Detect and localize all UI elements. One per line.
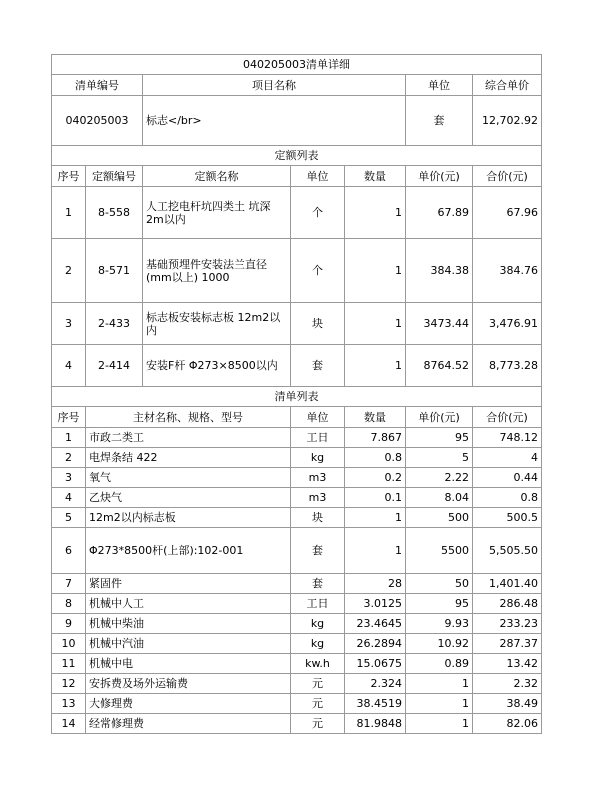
material-qty: 15.0675 — [345, 654, 406, 674]
material-unit: m3 — [291, 468, 345, 488]
material-row — [52, 714, 542, 734]
quota-header-code: 定额编号 — [86, 166, 143, 187]
material-qty: 0.8 — [345, 448, 406, 468]
quota-unit: 套 — [291, 345, 345, 387]
material-price: 9.93 — [406, 614, 473, 634]
material-header-price: 单价(元) — [406, 407, 473, 428]
material-name: 12m2以内标志板 — [86, 508, 291, 528]
material-total: 13.42 — [473, 654, 542, 674]
quota-total: 67.96 — [473, 187, 542, 239]
quota-name: 标志板安装标志板 12m2以内 — [143, 303, 291, 345]
quota-no: 3 — [52, 303, 86, 345]
item-code: 040205003 — [52, 96, 143, 146]
material-no: 9 — [52, 614, 86, 634]
material-qty: 23.4645 — [345, 614, 406, 634]
quota-code: 2-433 — [86, 303, 143, 345]
quota-section-title: 定额列表 — [52, 146, 542, 166]
material-row — [52, 508, 542, 528]
material-price: 95 — [406, 428, 473, 448]
material-header-total: 合价(元) — [473, 407, 542, 428]
material-no: 5 — [52, 508, 86, 528]
material-total: 748.12 — [473, 428, 542, 448]
quota-total: 384.76 — [473, 239, 542, 303]
material-header-unit: 单位 — [291, 407, 345, 428]
quota-header-no: 序号 — [52, 166, 86, 187]
detail-table — [51, 54, 542, 734]
material-price: 1 — [406, 694, 473, 714]
material-price: 5 — [406, 448, 473, 468]
material-name: 安拆费及场外运输费 — [86, 674, 291, 694]
material-no: 8 — [52, 594, 86, 614]
quota-qty: 1 — [345, 345, 406, 387]
quota-qty: 1 — [345, 239, 406, 303]
material-qty: 28 — [345, 574, 406, 594]
material-unit: kg — [291, 614, 345, 634]
item-header-unit: 单位 — [406, 75, 473, 96]
material-no: 4 — [52, 488, 86, 508]
quota-total: 8,773.28 — [473, 345, 542, 387]
quota-unit: 块 — [291, 303, 345, 345]
quota-price: 8764.52 — [406, 345, 473, 387]
material-total: 1,401.40 — [473, 574, 542, 594]
material-total: 500.5 — [473, 508, 542, 528]
quota-name: 安装F杆 Φ273×8500以内 — [143, 345, 291, 387]
material-no: 7 — [52, 574, 86, 594]
quota-price: 384.38 — [406, 239, 473, 303]
item-name: 标志</br> — [143, 96, 406, 146]
material-name: 机械中人工 — [86, 594, 291, 614]
quota-total: 3,476.91 — [473, 303, 542, 345]
material-unit: kw.h — [291, 654, 345, 674]
quota-no: 4 — [52, 345, 86, 387]
material-row — [52, 574, 542, 594]
quota-name: 人工挖电杆坑四类土 坑深2m以内 — [143, 187, 291, 239]
material-unit: 块 — [291, 508, 345, 528]
material-total: 0.44 — [473, 468, 542, 488]
material-row — [52, 614, 542, 634]
material-total: 287.37 — [473, 634, 542, 654]
quota-row — [52, 345, 542, 387]
material-qty: 81.9848 — [345, 714, 406, 734]
quota-code: 8-571 — [86, 239, 143, 303]
material-qty: 7.867 — [345, 428, 406, 448]
material-total: 286.48 — [473, 594, 542, 614]
material-total: 5,505.50 — [473, 528, 542, 574]
material-no: 2 — [52, 448, 86, 468]
quota-name: 基础预埋件安装法兰直径(mm以上) 1000 — [143, 239, 291, 303]
material-header-qty: 数量 — [345, 407, 406, 428]
quota-no: 1 — [52, 187, 86, 239]
table-title: 040205003清单详细 — [52, 55, 542, 75]
material-row — [52, 594, 542, 614]
quota-code: 8-558 — [86, 187, 143, 239]
material-unit: 工日 — [291, 594, 345, 614]
material-total: 2.32 — [473, 674, 542, 694]
material-price: 1 — [406, 674, 473, 694]
material-name: 乙炔气 — [86, 488, 291, 508]
material-header-name: 主材名称、规格、型号 — [86, 407, 291, 428]
material-row — [52, 654, 542, 674]
material-row — [52, 468, 542, 488]
quota-unit: 个 — [291, 239, 345, 303]
quota-row — [52, 187, 542, 239]
material-total: 38.49 — [473, 694, 542, 714]
material-name: 机械中电 — [86, 654, 291, 674]
material-total: 4 — [473, 448, 542, 468]
quota-header-name: 定额名称 — [143, 166, 291, 187]
material-qty: 3.0125 — [345, 594, 406, 614]
material-unit: 套 — [291, 528, 345, 574]
material-unit: kg — [291, 634, 345, 654]
item-unit: 套 — [406, 96, 473, 146]
material-unit: 套 — [291, 574, 345, 594]
quota-price: 3473.44 — [406, 303, 473, 345]
material-row — [52, 528, 542, 574]
material-price: 2.22 — [406, 468, 473, 488]
quota-qty: 1 — [345, 187, 406, 239]
material-name: 经常修理费 — [86, 714, 291, 734]
material-no: 6 — [52, 528, 86, 574]
material-name: Φ273*8500杆(上部):102-001 — [86, 528, 291, 574]
material-name: 电焊条结 422 — [86, 448, 291, 468]
material-total: 82.06 — [473, 714, 542, 734]
material-no: 3 — [52, 468, 86, 488]
material-price: 1 — [406, 714, 473, 734]
quota-no: 2 — [52, 239, 86, 303]
quota-header-unit: 单位 — [291, 166, 345, 187]
material-qty: 0.2 — [345, 468, 406, 488]
material-row — [52, 674, 542, 694]
material-price: 10.92 — [406, 634, 473, 654]
material-unit: 元 — [291, 694, 345, 714]
material-qty: 1 — [345, 508, 406, 528]
quota-header-total: 合价(元) — [473, 166, 542, 187]
item-price: 12,702.92 — [473, 96, 542, 146]
material-row — [52, 428, 542, 448]
item-header-price: 综合单价 — [473, 75, 542, 96]
material-total: 0.8 — [473, 488, 542, 508]
material-qty: 38.4519 — [345, 694, 406, 714]
material-price: 5500 — [406, 528, 473, 574]
material-qty: 26.2894 — [345, 634, 406, 654]
quota-qty: 1 — [345, 303, 406, 345]
item-header-name: 项目名称 — [143, 75, 406, 96]
material-row — [52, 488, 542, 508]
material-name: 大修理费 — [86, 694, 291, 714]
material-qty: 2.324 — [345, 674, 406, 694]
quota-header-price: 单价(元) — [406, 166, 473, 187]
material-no: 13 — [52, 694, 86, 714]
material-section-title: 清单列表 — [52, 387, 542, 407]
material-price: 500 — [406, 508, 473, 528]
material-header-no: 序号 — [52, 407, 86, 428]
material-unit: m3 — [291, 488, 345, 508]
quota-row — [52, 303, 542, 345]
material-qty: 0.1 — [345, 488, 406, 508]
material-no: 1 — [52, 428, 86, 448]
item-header-code: 清单编号 — [52, 75, 143, 96]
material-unit: 工日 — [291, 428, 345, 448]
material-unit: 元 — [291, 714, 345, 734]
quota-code: 2-414 — [86, 345, 143, 387]
material-price: 50 — [406, 574, 473, 594]
material-no: 11 — [52, 654, 86, 674]
material-no: 14 — [52, 714, 86, 734]
material-price: 95 — [406, 594, 473, 614]
quota-row — [52, 239, 542, 303]
material-price: 8.04 — [406, 488, 473, 508]
material-name: 机械中柴油 — [86, 614, 291, 634]
material-total: 233.23 — [473, 614, 542, 634]
quota-header-qty: 数量 — [345, 166, 406, 187]
material-name: 机械中汽油 — [86, 634, 291, 654]
material-name: 市政二类工 — [86, 428, 291, 448]
material-name: 氧气 — [86, 468, 291, 488]
material-row — [52, 694, 542, 714]
material-qty: 1 — [345, 528, 406, 574]
material-row — [52, 448, 542, 468]
material-row — [52, 634, 542, 654]
quota-price: 67.89 — [406, 187, 473, 239]
material-name: 紧固件 — [86, 574, 291, 594]
material-no: 12 — [52, 674, 86, 694]
material-price: 0.89 — [406, 654, 473, 674]
quota-unit: 个 — [291, 187, 345, 239]
material-no: 10 — [52, 634, 86, 654]
material-unit: 元 — [291, 674, 345, 694]
material-unit: kg — [291, 448, 345, 468]
